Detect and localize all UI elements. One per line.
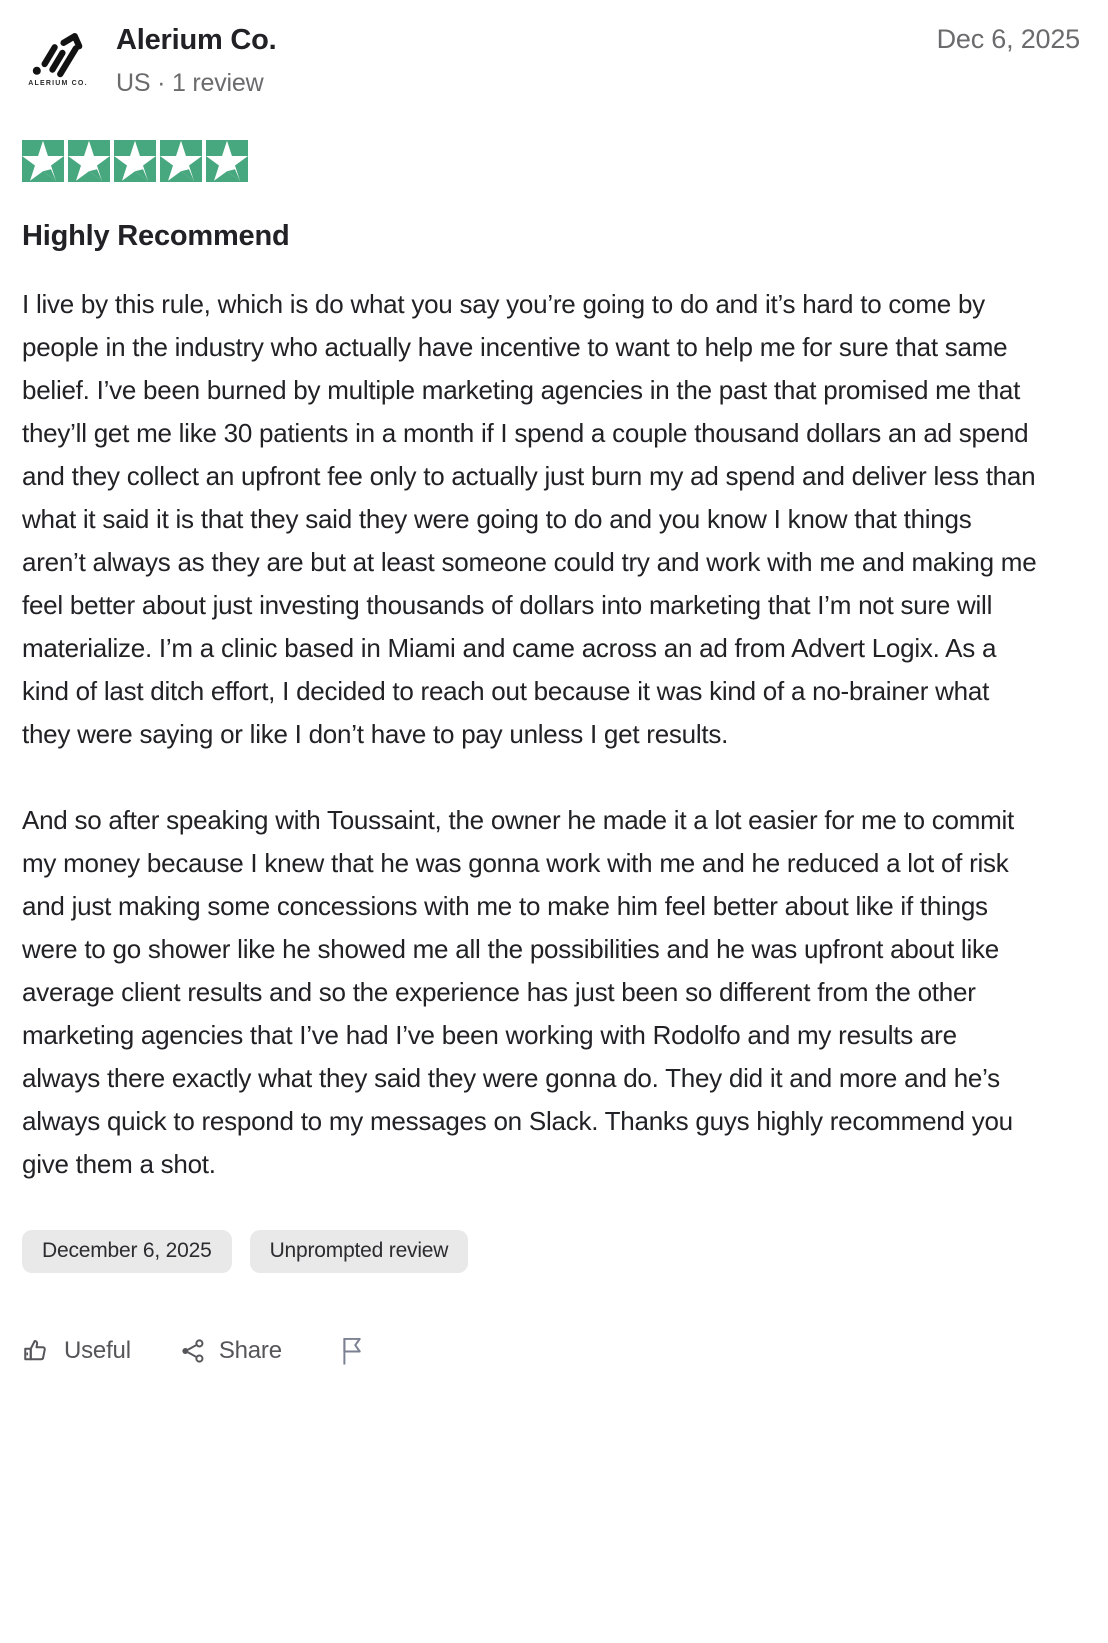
company-name[interactable]: Alerium Co. bbox=[116, 24, 277, 56]
share-button[interactable] bbox=[179, 1337, 282, 1365]
useful-button[interactable] bbox=[22, 1336, 131, 1366]
share-label: Share bbox=[218, 1337, 282, 1364]
star-icon bbox=[22, 140, 64, 182]
reviewer-identity bbox=[22, 20, 277, 98]
unprompted-review-chip: Unprompted review bbox=[250, 1230, 469, 1273]
star-rating bbox=[22, 140, 1080, 182]
logo-caption: ALERIUM CO. bbox=[28, 80, 88, 87]
share-icon bbox=[179, 1337, 207, 1365]
review-paragraph-2: And so after speaking with Toussaint, the owner he made it a lot easier for me to commit my money because I knew that he was gonna work with me and he reduced a lot of risk and just making some concessions with me to make him feel better about like if things were to go shower like he showed me all the possibilities and he was upfront about like average client results and so the experience has just been so different from the other marketing agencies that I’ve had I’ve been working with Rodolfo and my results are always there exactly what they said they were gonna do. They did it and more and he’s always quick to respond to my messages on Slack. Thanks guys highly recommend you give them a shot. bbox=[22, 805, 1015, 1179]
review-header bbox=[22, 20, 1080, 98]
review-tags bbox=[22, 1230, 1080, 1273]
star-icon bbox=[68, 140, 110, 182]
review-title: Highly Recommend bbox=[22, 220, 290, 252]
star-icon bbox=[114, 140, 156, 182]
date-chip: December 6, 2025 bbox=[22, 1230, 232, 1273]
reviewer-text-block bbox=[116, 20, 277, 98]
avatar[interactable] bbox=[22, 20, 94, 87]
company-meta: US · 1 review bbox=[116, 69, 264, 97]
review-date: Dec 6, 2025 bbox=[936, 24, 1080, 54]
review-paragraph-1: I live by this rule, which is do what you say you’re going to do and it’s hard to come by people in the industry who actually have incentive to want to help me for sure that same belief. I’ve been burned by multiple marketing agencies in the past that promised me that they’ll get me like 30 patients in a month if I spend a couple thousand dollars an ad spend and they collect an upfront fee only to actually just burn my ad spend and deliver less than what it said it is that they said they were going to do and you know I know that things aren’t always as they are but at least someone could try and work with me and making me feel better about just investing thousands of dollars into marketing that I’m not sure will materialize. I’m a clinic based in Miami and came across an ad from Advert Logix. As a kind of last ditch effort, I decided to reach out because it was kind of a no-brainer what they were saying or like I don’t have to pay unless I get results. bbox=[22, 289, 1037, 749]
flag-button[interactable] bbox=[338, 1335, 368, 1367]
useful-label: Useful bbox=[64, 1337, 131, 1364]
thumbs-up-icon bbox=[22, 1336, 52, 1366]
star-icon bbox=[206, 140, 248, 182]
company-logo-icon bbox=[29, 30, 87, 78]
flag-icon bbox=[338, 1335, 368, 1367]
review-actions bbox=[22, 1335, 1080, 1367]
star-icon bbox=[160, 140, 202, 182]
